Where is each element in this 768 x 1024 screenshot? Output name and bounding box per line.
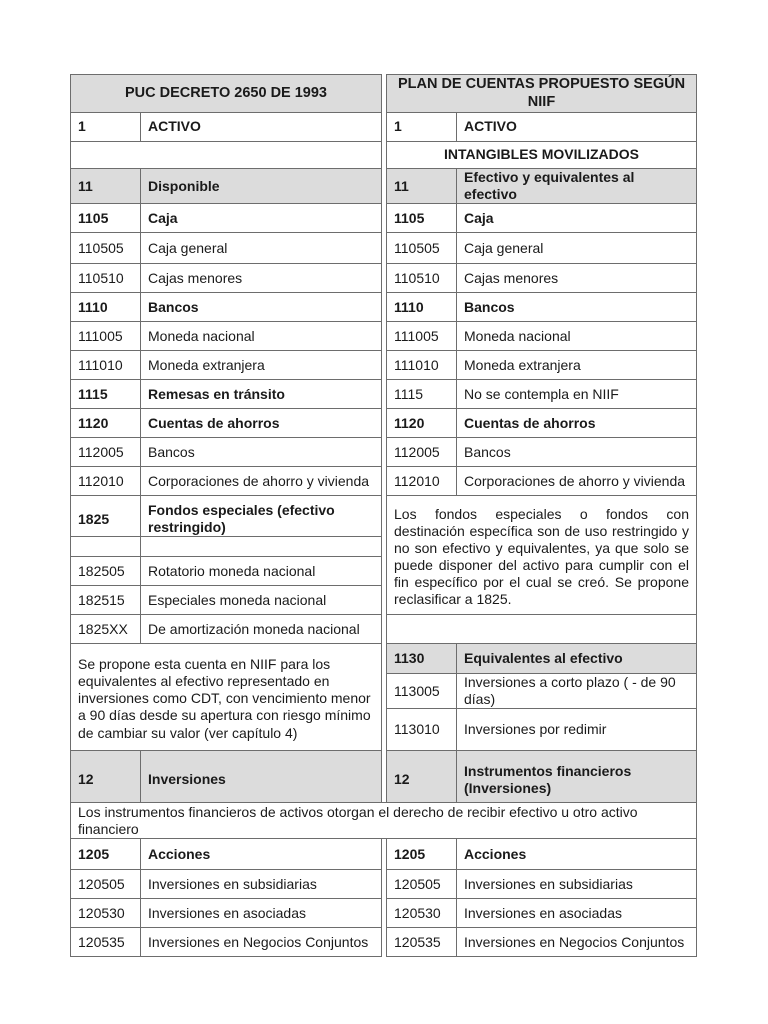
right-name: Inversiones en asociadas [457,899,697,928]
right-code: 120505 [387,870,457,899]
left-name: Corporaciones de ahorro y vivienda [141,467,382,496]
table-row-full-note [71,803,697,839]
right-code: 1 [387,113,457,142]
left-code: 120505 [71,870,141,899]
right-name: Efectivo y equivalentes al efectivo [457,169,697,204]
table-row [71,870,697,899]
puc-comparison-page [70,74,696,957]
table-row [71,899,697,928]
right-code: 110505 [387,233,457,264]
left-name: Inversiones en Negocios Conjuntos [141,928,382,957]
left-name: Caja general [141,233,382,264]
left-code: 112010 [71,467,141,496]
left-name: Bancos [141,293,382,322]
table-row-intangibles [71,142,697,169]
right-subheading: INTANGIBLES MOVILIZADOS [387,142,697,169]
right-name: Inversiones en Negocios Conjuntos [457,928,697,957]
right-name: Bancos [457,293,697,322]
left-name: Inversiones en asociadas [141,899,382,928]
left-code: 1205 [71,839,141,870]
left-name: Caja [141,204,382,233]
left-name: Especiales moneda nacional [141,586,382,615]
right-name: ACTIVO [457,113,697,142]
right-code: 1105 [387,204,457,233]
right-name: Acciones [457,839,697,870]
left-name: Remesas en tránsito [141,380,382,409]
left-code: 1120 [71,409,141,438]
left-code: 12 [71,751,141,803]
right-name: Instrumentos financieros (Inversiones) [457,751,697,803]
right-name: Moneda extranjera [457,351,697,380]
table-header-row [71,75,697,113]
left-name: Rotatorio moneda nacional [141,557,382,586]
right-name: Caja general [457,233,697,264]
right-name: Inversiones en subsidiarias [457,870,697,899]
left-code: 1115 [71,380,141,409]
left-code: 110510 [71,264,141,293]
right-name: Cajas menores [457,264,697,293]
table-row-12 [71,751,697,803]
right-code: 113005 [387,674,457,709]
left-code: 111005 [71,322,141,351]
right-name: Moneda nacional [457,322,697,351]
left-name: De amortización moneda nacional [141,615,382,644]
left-name: Disponible [141,169,382,204]
right-code: 120535 [387,928,457,957]
table-row [71,293,697,322]
right-note-fondos: Los fondos especiales o fondos con destinación específica son de uso restringido y no son efectivo y equivalentes, ya que solo se puede disponer del activo para cumplir con el fin específico por el cual se creó. Se propone reclasificar a 1825. [387,496,697,615]
left-code: 1105 [71,204,141,233]
left-name: Cuentas de ahorros [141,409,382,438]
left-code: 11 [71,169,141,204]
right-name: Bancos [457,438,697,467]
table-row [71,264,697,293]
right-code: 113010 [387,709,457,751]
right-name: Equivalentes al efectivo [457,644,697,674]
right-code: 120530 [387,899,457,928]
right-code: 1110 [387,293,457,322]
left-name: ACTIVO [141,113,382,142]
right-code: 110510 [387,264,457,293]
left-code: 1825XX [71,615,141,644]
right-name: Inversiones a corto plazo ( - de 90 días) [457,674,697,709]
left-name: Moneda extranjera [141,351,382,380]
left-name: Cajas menores [141,264,382,293]
left-code: 120530 [71,899,141,928]
left-code: 1110 [71,293,141,322]
right-code: 1130 [387,644,457,674]
left-code: 182505 [71,557,141,586]
table-row-1130 [71,644,697,674]
left-note-equivalentes: Se propone esta cuenta en NIIF para los equivalentes al efectivo representado en inversiones como CDT, con vencimiento menor a 90 días desde su apertura con riesgo mínimo de cambiar su valor (ver capítulo 4) [71,644,382,751]
table-row [71,380,697,409]
puc-comparison-table [70,74,697,957]
right-name: Caja [457,204,697,233]
right-code: 11 [387,169,457,204]
right-name: No se contempla en NIIF [457,380,697,409]
left-code: 111010 [71,351,141,380]
table-row [71,351,697,380]
table-row [71,409,697,438]
left-code: 1825 [71,496,141,537]
full-width-note: Los instrumentos financieros de activos otorgan el derecho de recibir efectivo u otro activo financiero [71,803,697,839]
right-code: 112005 [387,438,457,467]
table-row [71,233,697,264]
left-code: 110505 [71,233,141,264]
left-name: Bancos [141,438,382,467]
right-code: 12 [387,751,457,803]
right-name: Inversiones por redimir [457,709,697,751]
header-right: PLAN DE CUENTAS PROPUESTO SEGÚN NIIF [387,75,697,113]
table-row-activo [71,113,697,142]
left-name: Inversiones en subsidiarias [141,870,382,899]
left-code: 182515 [71,586,141,615]
table-row-1825xx [71,615,697,644]
right-name: Cuentas de ahorros [457,409,697,438]
right-code: 112010 [387,467,457,496]
table-row [71,204,697,233]
left-empty-cell [71,142,382,169]
table-row [71,467,697,496]
right-code: 111010 [387,351,457,380]
table-row [71,928,697,957]
header-left: PUC DECRETO 2650 DE 1993 [71,75,382,113]
right-code: 1205 [387,839,457,870]
table-row [71,438,697,467]
table-row-1825 [71,496,697,537]
right-code: 1120 [387,409,457,438]
table-row [71,322,697,351]
right-name: Corporaciones de ahorro y vivienda [457,467,697,496]
right-code: 111005 [387,322,457,351]
left-name: Acciones [141,839,382,870]
table-row-11 [71,169,697,204]
table-row [71,839,697,870]
right-code: 1115 [387,380,457,409]
left-code: 120535 [71,928,141,957]
left-name: Fondos especiales (efectivo restringido) [141,496,382,537]
left-name: Moneda nacional [141,322,382,351]
left-code: 1 [71,113,141,142]
left-name: Inversiones [141,751,382,803]
left-code: 112005 [71,438,141,467]
